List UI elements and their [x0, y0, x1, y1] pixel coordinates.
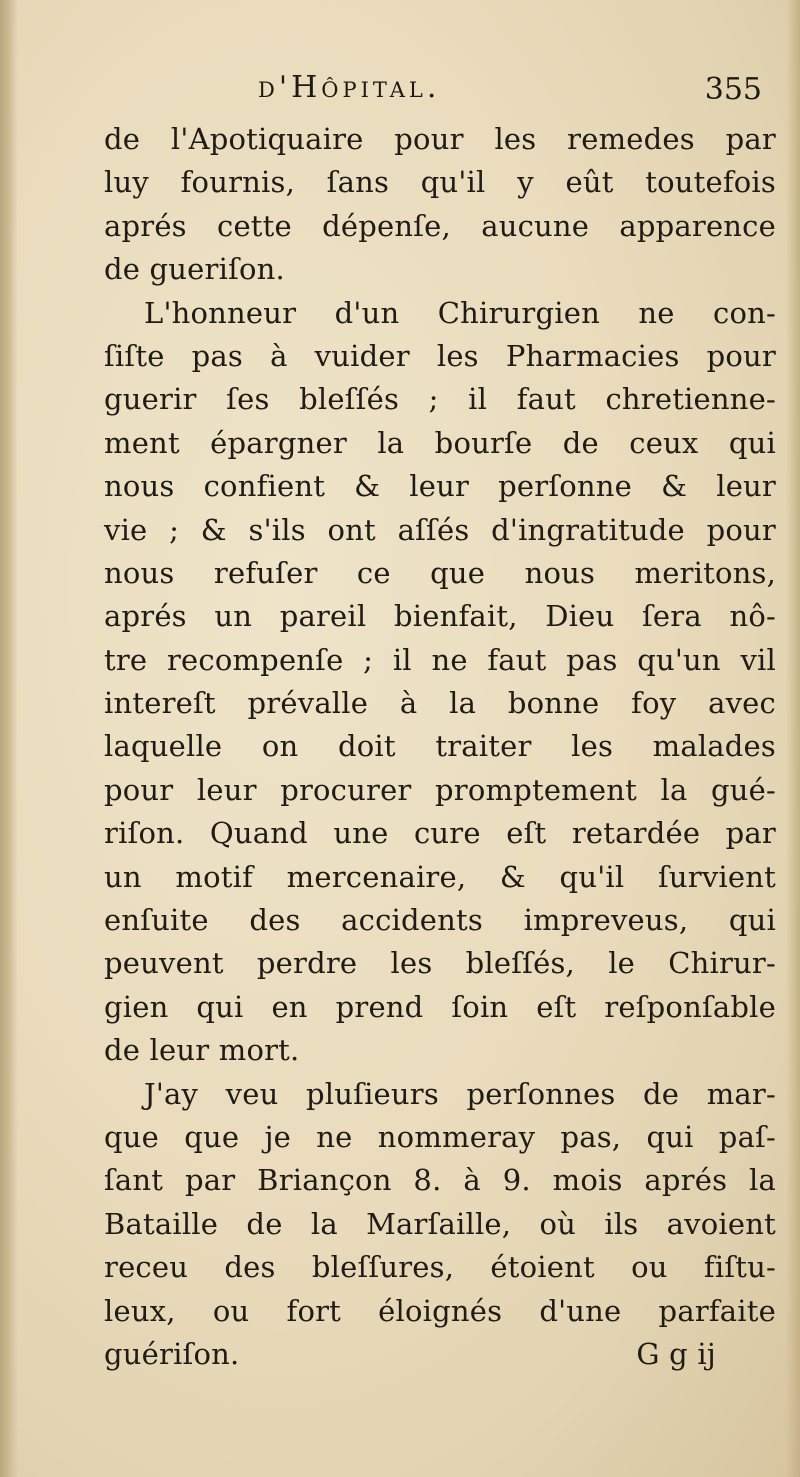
- final-line: [104, 1333, 776, 1376]
- running-head: d'Hôpital.: [258, 70, 441, 105]
- text-line: receu des bleſſures, étoient ou fiſtu-: [104, 1250, 776, 1285]
- text-line: enſuite des accidents impreveus, qui: [104, 903, 776, 938]
- text-line: de l'Apotiquaire pour les remedes par: [104, 122, 776, 156]
- paragraph-first-line: J'ay veu pluſieurs perſonnes de mar-: [144, 1076, 776, 1111]
- text-line: que que je ne nommeray pas, qui paſ-: [104, 1119, 776, 1154]
- body-text: [104, 118, 776, 1376]
- text-line: ment épargner la bourſe de ceux qui: [104, 425, 776, 460]
- signature-mark: G g ij: [636, 1336, 716, 1371]
- page-header: [104, 70, 776, 120]
- text-line: riſon. Quand une cure eſt retardée par: [104, 816, 776, 851]
- page-edge: [786, 0, 800, 1477]
- text-line: nous refuſer ce que nous meritons,: [104, 555, 776, 590]
- text-line: luy fournis, ſans qu'il y eût toutefois: [104, 165, 776, 200]
- text-line: aprés un pareil bienfait, Dieu ſera nô-: [104, 599, 776, 634]
- text-line: peuvent perdre les bleſſés, le Chirur-: [104, 946, 776, 981]
- text-line: pour leur procurer promptement la gué-: [104, 772, 776, 807]
- text-line: tre recompenſe ; il ne faut pas qu'un vil: [104, 642, 776, 677]
- text-line: nous confient & leur perſonne & leur: [104, 469, 776, 504]
- text-line: ſant par Briançon 8. à 9. mois aprés la: [104, 1163, 776, 1198]
- text-line: vie ; & s'ils ont aſſés d'ingratitude pour: [104, 512, 776, 547]
- text-line: de leur mort.: [104, 1033, 300, 1068]
- text-line: un motif mercenaire, & qu'il ſurvient: [104, 859, 776, 894]
- page-number: 355: [704, 72, 762, 107]
- page-gutter: [0, 0, 18, 1477]
- text-line: intereſt prévalle à la bonne foy avec: [104, 686, 776, 721]
- text-line: ſiſte pas à vuider les Pharmacies pour: [104, 338, 776, 373]
- text-line: leux, ou fort éloignés d'une parfaite: [104, 1293, 776, 1328]
- text-line: laquelle on doit traiter les malades: [104, 729, 776, 764]
- text-line-end: guériſon.: [104, 1336, 240, 1371]
- text-line: Bataille de la Marſaille, où ils avoient: [104, 1206, 776, 1241]
- paragraph-first-line: L'honneur d'un Chirurgien ne con-: [144, 295, 776, 330]
- text-line: aprés cette dépenſe, aucune apparence: [104, 208, 776, 243]
- text-line: gien qui en prend ſoin eſt reſponſable: [104, 989, 776, 1024]
- text-line: de gueriſon.: [104, 252, 285, 287]
- text-line: guerir ſes bleſſés ; il faut chretienne-: [104, 382, 776, 417]
